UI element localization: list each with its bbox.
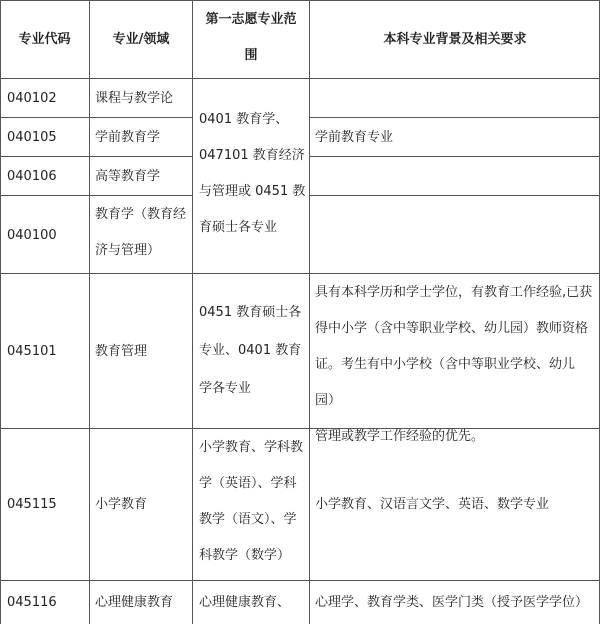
header-code: 专业代码	[18, 32, 71, 47]
header-scope: 第一志愿专业范 围	[205, 12, 297, 63]
row-045116-field: 心理健康教育	[95, 595, 174, 610]
row-040106-code: 040106	[7, 169, 57, 184]
row-040102-field: 课程与教学论	[95, 91, 174, 106]
row-045116-requirements: 心理学、教育学类、医学门类（授予医学学位）	[315, 595, 589, 610]
header-field: 专业/领域	[112, 32, 170, 47]
row-045101-scope: 0451 教育硕士各 专业、0401 教育 学各专业	[199, 305, 302, 396]
group-scope-cell: 0401 教育学、 047101 教育经济 与管理或 0451 教 育硕士各专业	[199, 112, 306, 235]
row-040100-code: 040100	[7, 228, 57, 243]
row-045115-field: 小学教育	[95, 497, 148, 512]
row-045116-scope: 心理健康教育、	[199, 595, 291, 610]
row-040100-field: 教育学（教育经 济与管理）	[95, 207, 187, 258]
header-requirements: 本科专业背景及相关要求	[383, 32, 527, 47]
row-045101-code: 045101	[7, 344, 57, 359]
row-045115-requirements: 小学教育、汉语言文学、英语、数学专业	[315, 497, 550, 512]
row-040105-field: 学前教育学	[95, 130, 161, 145]
row-045101-field: 教育管理	[95, 344, 148, 359]
row-040106-field: 高等教育学	[95, 169, 161, 184]
row-045115-scope: 小学教育、学科教 学（英语）、学科 教学（语文）、学 科教学（数学）	[199, 440, 304, 563]
row-045116-code: 045116	[7, 595, 57, 610]
row-040105-requirements: 学前教育专业	[315, 130, 394, 145]
row-040102-code: 040102	[7, 91, 57, 106]
row-045101-requirements: 具有本科学历和学士学位，有教育工作经验,已获 得中小学（含中等职业学校、幼儿园）教师资格 证。考生有中小学校（含中等职业学校、幼儿园） 管理或教学工作经验的优先。	[315, 285, 593, 444]
row-045115-code: 045115	[7, 497, 57, 512]
row-040105-code: 040105	[7, 130, 57, 145]
